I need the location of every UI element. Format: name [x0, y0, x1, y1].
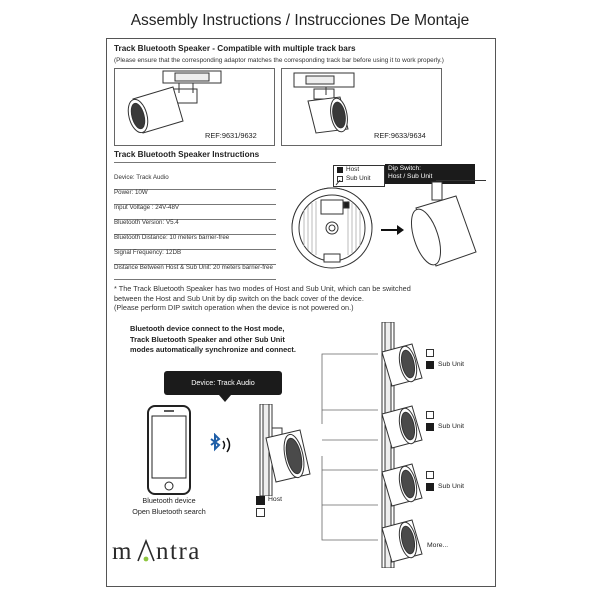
phone-caption: Open Bluetooth search: [132, 507, 206, 516]
divider: [114, 279, 276, 280]
dip-switch-caption: Dip Switch: Host / Sub Unit: [385, 164, 475, 184]
section-instructions-title: Track Bluetooth Speaker Instructions: [114, 150, 260, 159]
mantra-logo: [110, 537, 232, 567]
bluetooth-icon: [206, 433, 234, 457]
device-name-callout: Device: Track Audio: [164, 371, 282, 395]
spec-list: [114, 162, 276, 271]
spec-row: Bluetooth Version: V5.4: [114, 211, 276, 226]
page-title: Assembly Instructions / Instrucciones De Montaje: [130, 12, 470, 29]
phone-caption: Bluetooth device: [142, 496, 196, 505]
sub-unit-label: Sub Unit: [438, 483, 465, 490]
more-label: More...: [427, 542, 449, 549]
spec-row: Power: 10W: [114, 181, 276, 196]
section-compatibility-title: Track Bluetooth Speaker - Compatible with multiple track bars: [114, 44, 356, 53]
arrow-right-icon: [381, 224, 405, 236]
product-ref-label: REF:9631/9632: [205, 131, 257, 140]
connection-description: Bluetooth device connect to the Host mode, Track Bluetooth Speaker and other Sub Unit modes automatically synchronize and connect.: [130, 324, 296, 355]
host-switch-off: [256, 508, 265, 517]
spec-row: Distance Between Host & Sub Unit: 20 meters barrier-free: [114, 256, 276, 271]
sub-switch-on: [426, 361, 434, 369]
svg-text:ntra: ntra: [156, 538, 201, 565]
divider: [114, 162, 276, 163]
sub-switch-on: [426, 483, 434, 491]
phone-icon: [146, 404, 192, 496]
spec-row: Bluetooth Distance: 10 meters barrier-free: [114, 226, 276, 241]
host-switch-on: [256, 496, 265, 505]
dip-host-indicator: [337, 167, 343, 173]
sub-switch-off: [426, 471, 434, 479]
sub-unit-track-illustration: [372, 322, 428, 568]
dip-host-label: Host: [346, 166, 360, 173]
spec-row: Device: Track Audio: [114, 166, 276, 181]
sub-unit-label: Sub Unit: [438, 423, 465, 430]
svg-text:m: m: [112, 538, 133, 565]
sub-switch-on: [426, 423, 434, 431]
mode-explanation: * The Track Bluetooth Speaker has two modes of Host and Sub Unit, which can be switched between the Host and Sub Unit by dip switch on the back cover of the device. (Please perform DIP switch operation when the device is not powered on.): [114, 284, 411, 313]
host-label: Host: [268, 496, 282, 503]
spec-row: Signal Frequency: 12DB: [114, 241, 276, 256]
sub-switch-off: [426, 349, 434, 357]
sub-switch-off: [426, 411, 434, 419]
product-box-9633: [281, 68, 442, 146]
spec-row: Input Voltage : 24V-48V: [114, 196, 276, 211]
product-ref-label: REF:9633/9634: [374, 131, 426, 140]
sub-unit-label: Sub Unit: [438, 361, 465, 368]
callout-pointer: [219, 395, 231, 403]
product-box-9631: [114, 68, 275, 146]
section-compatibility-note: (Please ensure that the corresponding adaptor matches the corresponding track bar before using it to work properly.): [114, 57, 444, 64]
dip-sub-label: Sub Unit: [346, 175, 371, 182]
